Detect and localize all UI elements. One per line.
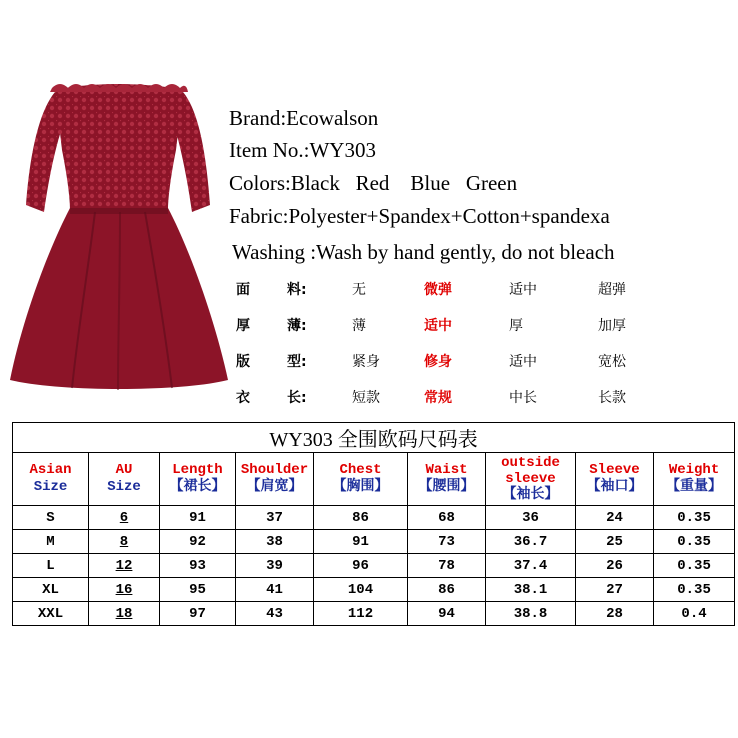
header-english-label: Weight xyxy=(668,462,720,478)
header-sub-label: 【胸围】 xyxy=(332,479,389,495)
attribute-label: 版 xyxy=(236,354,250,370)
table-cell: 0.35 xyxy=(654,554,735,578)
header-english-label: Length xyxy=(172,462,223,478)
table-cell: 16 xyxy=(89,578,160,602)
table-cell: L xyxy=(13,554,89,578)
colors-text: Colors:Black Red Blue Green xyxy=(229,171,518,195)
attribute-option: 厚 xyxy=(509,318,523,334)
attribute-option: 薄 xyxy=(352,318,366,334)
table-cell: S xyxy=(13,506,89,530)
attribute-label: 料: xyxy=(287,282,307,298)
table-cell: 73 xyxy=(408,530,486,554)
table-cell: 25 xyxy=(576,530,654,554)
brand-text: Brand:Ecowalson xyxy=(229,106,379,130)
attribute-label: 型: xyxy=(287,354,307,370)
header-english-label: Waist xyxy=(425,462,468,478)
attribute-option-selected: 适中 xyxy=(424,318,452,334)
dress-image xyxy=(0,0,228,392)
table-cell: 8 xyxy=(89,530,160,554)
table-cell: 92 xyxy=(160,530,236,554)
header-english-label: outside sleeve xyxy=(501,454,560,487)
header-english-label: AU xyxy=(115,462,133,478)
header-sub-label: Size xyxy=(107,479,141,495)
table-cell: 37.4 xyxy=(486,554,576,578)
table-cell: 95 xyxy=(160,578,236,602)
attribute-option-selected: 常规 xyxy=(424,390,452,406)
attribute-label: 长: xyxy=(287,390,307,406)
header-sub-label: 【腰围】 xyxy=(418,479,475,495)
table-cell: 93 xyxy=(160,554,236,578)
size-table-header-cell xyxy=(236,453,314,506)
table-cell: 12 xyxy=(89,554,160,578)
size-table-header-cell xyxy=(654,453,735,506)
washing-text: Washing :Wash by hand gently, do not bleach xyxy=(232,240,615,264)
table-cell: 39 xyxy=(236,554,314,578)
size-table-header-cell xyxy=(408,453,486,506)
size-table-header-cell xyxy=(314,453,408,506)
table-cell: 0.4 xyxy=(654,602,735,626)
table-cell: 26 xyxy=(576,554,654,578)
size-table-body xyxy=(13,506,735,626)
attribute-option: 加厚 xyxy=(598,318,626,334)
header-sub-label: 【肩宽】 xyxy=(246,479,303,495)
header-sub-label: 【袖口】 xyxy=(586,479,643,495)
table-cell: 38.1 xyxy=(486,578,576,602)
table-cell: 18 xyxy=(89,602,160,626)
size-table-header-cell xyxy=(486,453,576,506)
attribute-option: 中长 xyxy=(509,390,537,406)
table-cell: 38 xyxy=(236,530,314,554)
attribute-option-selected: 修身 xyxy=(424,354,452,370)
table-cell: 86 xyxy=(408,578,486,602)
attribute-label: 衣 xyxy=(236,390,250,406)
attribute-option-selected: 微弹 xyxy=(424,282,452,298)
table-cell: 43 xyxy=(236,602,314,626)
table-cell: 36 xyxy=(486,506,576,530)
table-cell: 28 xyxy=(576,602,654,626)
table-cell: 112 xyxy=(314,602,408,626)
table-cell: 94 xyxy=(408,602,486,626)
attribute-option: 紧身 xyxy=(352,354,380,370)
size-table-header-cell xyxy=(13,453,89,506)
attribute-option: 宽松 xyxy=(598,354,626,370)
table-cell: 78 xyxy=(408,554,486,578)
table-cell: XXL xyxy=(13,602,89,626)
table-cell: 27 xyxy=(576,578,654,602)
table-cell: 96 xyxy=(314,554,408,578)
attribute-label: 厚 xyxy=(236,318,250,334)
size-table-header-cell xyxy=(89,453,160,506)
attribute-option: 适中 xyxy=(509,354,537,370)
table-cell: 0.35 xyxy=(654,578,735,602)
header-english-label: Sleeve xyxy=(589,462,640,478)
header-english-label: Asian xyxy=(29,462,72,478)
attribute-option: 无 xyxy=(352,282,366,298)
size-table xyxy=(12,422,735,626)
table-cell: 0.35 xyxy=(654,506,735,530)
table-cell: 86 xyxy=(314,506,408,530)
size-table-header-row xyxy=(13,453,735,506)
size-table-header-cell xyxy=(576,453,654,506)
attribute-option: 适中 xyxy=(509,282,537,298)
header-english-label: Chest xyxy=(339,462,382,478)
header-english-label: Shoulder xyxy=(240,462,309,478)
table-cell: 36.7 xyxy=(486,530,576,554)
table-cell: 68 xyxy=(408,506,486,530)
table-row xyxy=(13,602,735,626)
attribute-label: 薄: xyxy=(287,318,307,334)
table-row xyxy=(13,578,735,602)
table-cell: 38.8 xyxy=(486,602,576,626)
size-table-title: WY303 全围欧码尺码表 xyxy=(13,423,735,453)
table-row xyxy=(13,530,735,554)
table-cell: 97 xyxy=(160,602,236,626)
table-cell: 104 xyxy=(314,578,408,602)
table-cell: 6 xyxy=(89,506,160,530)
attribute-option: 超弹 xyxy=(598,282,626,298)
header-sub-label: 【裙长】 xyxy=(169,479,226,495)
attribute-option: 短款 xyxy=(352,390,380,406)
size-table-header-cell xyxy=(160,453,236,506)
header-sub-label: 【重量】 xyxy=(666,479,723,495)
table-row xyxy=(13,554,735,578)
attribute-label: 面 xyxy=(236,282,250,298)
fabric-text: Fabric:Polyester+Spandex+Cotton+spandexa xyxy=(229,204,610,228)
header-sub-label: 【袖长】 xyxy=(502,486,559,503)
table-cell: 0.35 xyxy=(654,530,735,554)
item-number-text: Item No.:WY303 xyxy=(229,138,376,162)
table-cell: 24 xyxy=(576,506,654,530)
table-cell: 37 xyxy=(236,506,314,530)
table-cell: XL xyxy=(13,578,89,602)
table-cell: 91 xyxy=(314,530,408,554)
table-cell: 91 xyxy=(160,506,236,530)
table-cell: 41 xyxy=(236,578,314,602)
attribute-option: 长款 xyxy=(598,390,626,406)
table-row xyxy=(13,506,735,530)
table-cell: M xyxy=(13,530,89,554)
header-sub-label: Size xyxy=(33,479,68,495)
